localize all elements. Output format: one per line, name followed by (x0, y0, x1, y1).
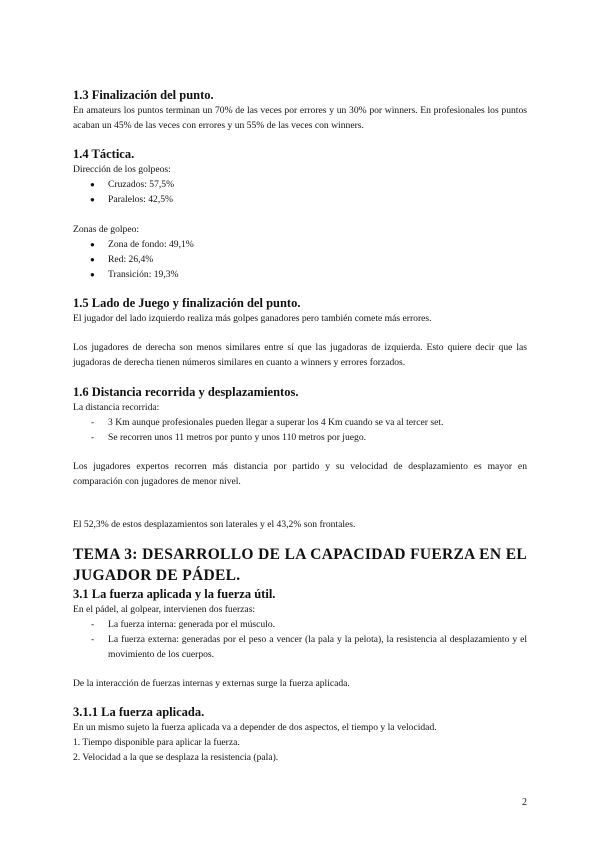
section-3-1-1-item-2: 2. Velocidad a la que se desplaza la resistencia (pala). (73, 752, 279, 763)
page-number: 2 (522, 797, 527, 808)
list-item: ● Transición: 19,3% (73, 267, 527, 282)
section-1-3-body: En amateurs los puntos terminan un 70% de las veces por errores y un 30% por winners. En profesionales los puntos acaban un 45% de las veces con errores y un 55% de las veces con winners. (73, 105, 527, 131)
section-3-1-title: 3.1 La fuerza aplicada y la fuerza útil. (73, 587, 276, 601)
list-item (73, 415, 527, 430)
list-item: ● Paralelos: 42,5% (73, 192, 527, 207)
section-1-3-title: 1.3 Finalización del punto. (73, 88, 214, 102)
list-item-text: - La fuerza externa: generadas por el peso a vencer (la pala y la pelota), la resistencia al desplazamiento y el movimiento de los cuerpos. (108, 634, 527, 660)
tema-3-title: TEMA 3: DESARROLLO DE LA CAPACIDAD FUERZA EN EL JUGADOR DE PÁDEL. (73, 546, 527, 584)
list-item (73, 430, 527, 445)
direction-list (73, 177, 527, 207)
section-1-6-p2: El 52,3% de estos desplazamientos son laterales y el 43,2% son frontales. (73, 519, 356, 530)
page-content (73, 87, 527, 765)
list-item-text: - Se recorren unos 11 metros por punto y unos 110 metros por juego. (108, 432, 367, 443)
list-item (73, 632, 527, 662)
section-1-5-title: 1.5 Lado de Juego y finalización del punto. (73, 296, 301, 310)
section-3-1-outro: De la interacción de fuerzas internas y externas surge la fuerza aplicada. (73, 678, 350, 689)
section-1-5-p2: Los jugadores de derecha son menos similares entre sí que las jugadoras de izquierda. Esto quiere decir que las jugadoras de derecha tienen números similares en cuanto a winners y errores forzados. (73, 342, 527, 368)
list-item-text: - La fuerza interna: generada por el músculo. (108, 619, 276, 630)
list-item: ● Cruzados: 57,5% (73, 177, 527, 192)
list-item (73, 617, 527, 632)
distance-list (73, 415, 527, 445)
section-1-5-p1: El jugador del lado izquierdo realiza más golpes ganadores pero también comete más errores. (73, 313, 432, 324)
section-3-1-1-item-1: 1. Tiempo disponible para aplicar la fuerza. (73, 737, 240, 748)
section-1-4-title: 1.4 Táctica. (73, 147, 135, 161)
zones-list (73, 237, 527, 282)
forces-list (73, 617, 527, 662)
list-item: ● Zona de fondo: 49,1% (73, 237, 527, 252)
direction-label: Dirección de los golpeos: (73, 164, 171, 175)
section-3-1-intro: En el pádel, al golpear, intervienen dos fuerzas: (73, 604, 256, 615)
list-item-text: - 3 Km aunque profesionales pueden llegar a superar los 4 Km cuando se va al tercer set. (108, 417, 444, 428)
list-item: ● Red: 26,4% (73, 252, 527, 267)
section-1-6-p1: Los jugadores expertos recorren más distancia por partido y su velocidad de desplazamiento es mayor en comparación con jugadores de menor nivel. (73, 461, 527, 487)
section-3-1-1-p1: En un mismo sujeto la fuerza aplicada va a depender de dos aspectos, el tiempo y la velocidad. (73, 722, 437, 733)
distance-label: La distancia recorrida: (73, 402, 160, 413)
section-1-6-title: 1.6 Distancia recorrida y desplazamientos. (73, 385, 299, 399)
section-3-1-1-title: 3.1.1 La fuerza aplicada. (73, 705, 205, 719)
zones-label: Zonas de golpeo: (73, 224, 140, 235)
